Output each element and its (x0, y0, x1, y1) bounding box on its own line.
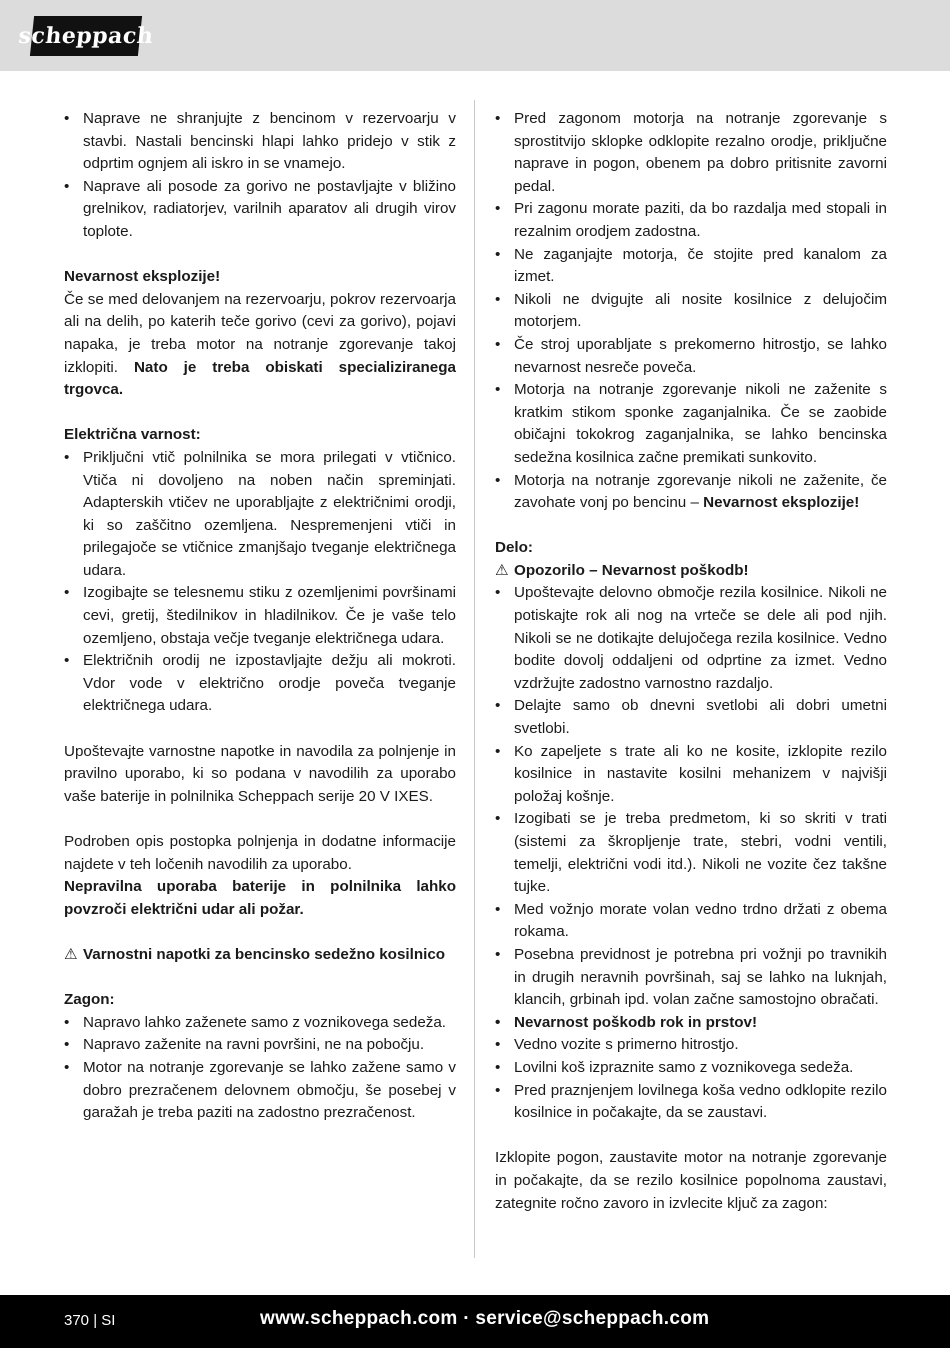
detail-warning: Nepravilna uporaba baterije in polnilnika lahko povzroči električni udar ali požar. (64, 878, 456, 918)
list-item: • Motorja na notranje zgorevanje nikoli ne zaženite s kratkim stikom sponke zaganjalnika. Če se zaobide običajni tokokrog zaganjalnika, se lahko bencinska sedežna kosilnica začne premikati sunkovito. (495, 379, 887, 469)
left-column (64, 108, 456, 1125)
list-item: • Priključni vtič polnilnika se mora prilegati v vtičnico. Vtiča ni dovoljeno na noben način spreminjati. Adapterskih vtičev ne uporabljajte z električnimi orodji, ki so zaščitno ozemljena. Nespremenjeni vtiči in prilegajoče se vtičnice zmanjšajo tveganje električnega udara. (64, 447, 456, 583)
warning-icon: ⚠ (495, 561, 509, 579)
list-item: • Izogibajte se telesnemu stiku z ozemljenimi površinami cevi, gretij, štedilnikov in hladilnikov. Če je vaše telo ozemljeno, obstaja večje tveganje električnega udara. (64, 582, 456, 650)
list-item: • Električnih orodij ne izpostavljajte dežju ali mokroti. Vdor vode v električno orodje poveča tveganje električnega udara. (64, 650, 456, 718)
detail-paragraph: Podroben opis postopka polnjenja in dodatne informacije najdete v teh ločenih navodilih za uporabo. (64, 833, 456, 873)
start-bullets-continued (495, 108, 887, 515)
warning-icon: ⚠ (64, 945, 78, 963)
list-item: • Med vožnjo morate volan vedno trdno držati z obema rokama. (495, 899, 887, 944)
list-item: • Nikoli ne dvigujte ali nosite kosilnice z delujočim motorjem. (495, 289, 887, 334)
list-item: • Vedno vozite s primerno hitrostjo. (495, 1034, 887, 1057)
list-item: • Napravo lahko zaženete samo z voznikovega sedeža. (64, 1012, 456, 1035)
list-item: • Posebna previdnost je potrebna pri vožnji po travnikih in drugih neravnih površinah, saj se lahko na luknjah, klancih, grbinah ipd. volan začne samostojno obračati. (495, 944, 887, 1012)
explosion-paragraph: Če se med delovanjem na rezervoarju, pokrov rezervoarja ali na delih, po katerih teče gorivo (cevi za gorivo), pojavi napaka, je treba motor na notranje zgorevanje takoj izklopiti. Nato je treba obiskati specializiranega trgovca. (64, 290, 456, 399)
electric-safety-heading: Električna varnost: (64, 426, 201, 444)
start-heading: Zagon: (64, 991, 115, 1009)
list-item: • Motorja na notranje zgorevanje nikoli ne zaženite, če zavohate vonj po bencinu – Nevarnost eksplozije! (495, 470, 887, 515)
list-item: • Če stroj uporabljate s prekomerno hitrostjo, se lahko nevarnost nesreče poveča. (495, 334, 887, 379)
storage-bullets (64, 108, 456, 244)
page-number: 370 | SI (64, 1312, 116, 1329)
final-paragraph: Izklopite pogon, zaustavite motor na notranje zgorevanje in počakajte, da se rezilo kosilnice popolnoma zaustavi, zategnite ročno zavoro in izvlecite ključ za zagon: (495, 1149, 887, 1212)
list-item: • Pred praznjenjem lovilnega koša vedno odklopite rezilo kosilnice in počakajte, da se zaustavi. (495, 1080, 887, 1125)
list-item: • Napravo zaženite na ravni površini, ne na pobočju. (64, 1034, 456, 1057)
work-bullets (495, 582, 887, 1124)
right-column (495, 108, 887, 1215)
work-heading: Delo: (495, 539, 533, 557)
explosion-heading: Nevarnost eksplozije! (64, 268, 221, 286)
electric-bullets (64, 447, 456, 718)
list-item: • Nevarnost poškodb rok in prstov! (495, 1012, 887, 1035)
scheppach-logo: scheppach (30, 16, 142, 56)
work-warning: ⚠ Opozorilo – Nevarnost poškodb! (495, 560, 887, 583)
list-item: • Lovilni koš izpraznite samo z voznikovega sedeža. (495, 1057, 887, 1080)
list-item: • Pred zagonom motorja na notranje zgorevanje s sprostitvijo sklopke odklopite rezalno orodje, priključne naprave in pogon, obenem pa dobro pritisnite zavorni pedal. (495, 108, 887, 198)
list-item: • Ko zapeljete s trate ali ko ne kosite, izklopite rezilo kosilnice in nastavite kosilni mehanizem v najvišji položaj košnje. (495, 741, 887, 809)
column-divider (474, 100, 475, 1258)
page-footer (0, 1295, 950, 1348)
list-item: • Delajte samo ob dnevni svetlobi ali dobri umetni svetlobi. (495, 695, 887, 740)
charging-paragraph: Upoštevajte varnostne napotke in navodila za polnjenje in pravilno uporabo, ki so podana v navodilih za uporabo vaše baterije in polnilnika Scheppach serije 20 V IXES. (64, 742, 456, 805)
safety-heading: ⚠ Varnostni napotki za bencinsko sedežno kosilnico (64, 944, 456, 967)
list-item: • Naprave ali posode za gorivo ne postavljajte v bližino grelnikov, radiatorjev, varilnih aparatov ali drugih virov toplote. (64, 176, 456, 244)
list-item: • Izogibati se je treba predmetom, ki so skriti v trati (sistemi za škropljenje trate, stebri, vodni ventili, temelji, električni vodi itd.). Nikoli ne vozite čez takšne tujke. (495, 808, 887, 898)
footer-contact: www.scheppach.com · service@scheppach.com (260, 1308, 710, 1329)
list-item: • Motor na notranje zgorevanje se lahko zažene samo v dobro prezračenem delovnem območju, še posebej v garažah je treba paziti na zadostno prezračenost. (64, 1057, 456, 1125)
list-item: • Ne zaganjajte motorja, če stojite pred kanalom za izmet. (495, 244, 887, 289)
list-item: • Upoštevajte delovno območje rezila kosilnice. Nikoli ne potiskajte rok ali nog na vrteče se dele ali pod njih. Nikoli se ne dotikajte delujočega rezila kosilnice. Vedno bodite dovolj oddaljeni od odprtine za izmet. Vedno vzdržujte zadostno varnostno razdaljo. (495, 582, 887, 695)
list-item: • Naprave ne shranjujte z bencinom v rezervoarju v stavbi. Nastali bencinski hlapi lahko pridejo v stik z odprtim ognjem ali iskro in se vnamejo. (64, 108, 456, 176)
list-item: • Pri zagonu morate paziti, da bo razdalja med stopali in rezalnim orodjem zadostna. (495, 198, 887, 243)
start-bullets (64, 1012, 456, 1125)
page-header (0, 0, 950, 71)
